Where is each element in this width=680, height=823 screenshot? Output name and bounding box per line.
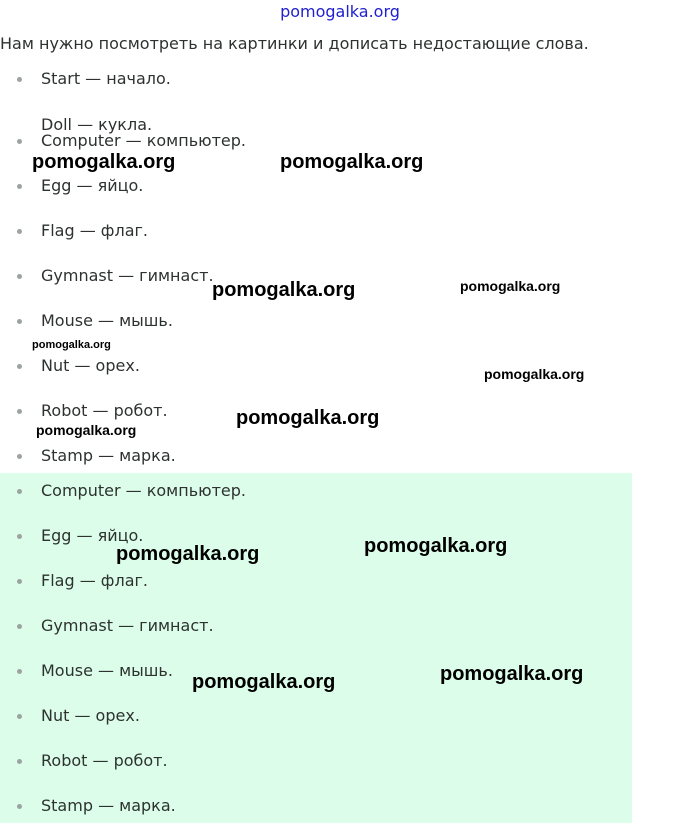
list-item-text: Start — начало. (41, 69, 171, 88)
bullet-icon (17, 759, 22, 764)
bullet-icon (17, 454, 22, 459)
clipped-list-item (0, 114, 680, 134)
bullet-icon (17, 364, 22, 369)
site-header[interactable]: pomogalka.org (280, 2, 400, 21)
watermark: pomogalka.org (364, 535, 508, 557)
watermark: pomogalka.org (212, 279, 356, 301)
list-item-text: Stamp — марка. (41, 446, 176, 465)
watermark: pomogalka.org (484, 366, 585, 382)
bullet-icon (17, 579, 22, 584)
watermark: pomogalka.org (236, 407, 380, 429)
bullet-icon (17, 669, 22, 674)
list-item-text: Robot — робот. (41, 401, 168, 420)
bullet-icon (17, 624, 22, 629)
watermark: pomogalka.org (32, 339, 111, 351)
watermark: pomogalka.org (36, 422, 137, 438)
watermark: pomogalka.org (32, 151, 176, 173)
bullet-icon (17, 534, 22, 539)
list-item-text: Computer — компьютер. (41, 131, 246, 150)
list-item-text: Doll — кукла. (41, 115, 153, 134)
list-item-text: Gymnast — гимнаст. (41, 616, 214, 635)
bullet-icon (17, 229, 22, 234)
list-item-text: Flag — флаг. (41, 221, 148, 240)
list-item-text: Egg — яйцо. (41, 176, 144, 195)
bullet-icon (17, 77, 22, 82)
list-item-text: Gymnast — гимнаст. (41, 266, 214, 285)
watermark: pomogalka.org (280, 151, 424, 173)
bullet-icon (17, 489, 22, 494)
watermark: pomogalka.org (116, 543, 260, 565)
watermark: pomogalka.org (460, 278, 561, 294)
list-item-text: Computer — компьютер. (41, 481, 246, 500)
list-item-text: Egg — яйцо. (41, 526, 144, 545)
bullet-icon (17, 139, 22, 144)
bullet-icon (17, 319, 22, 324)
bullet-icon (17, 184, 22, 189)
bullet-icon (17, 409, 22, 414)
instruction-text: Нам нужно посмотреть на картинки и дописать недостающие слова. (0, 34, 589, 53)
list-item-text: Stamp — марка. (41, 796, 176, 815)
watermark: pomogalka.org (440, 663, 584, 685)
list-item-text: Flag — флаг. (41, 571, 148, 590)
list-item-text: Mouse — мышь. (41, 311, 173, 330)
list-item-text: Robot — робот. (41, 751, 168, 770)
bullet-icon (17, 714, 22, 719)
bullet-icon (17, 274, 22, 279)
list-item-text: Nut — орех. (41, 356, 140, 375)
watermark: pomogalka.org (192, 671, 336, 693)
list-item-text: Nut — орех. (41, 706, 140, 725)
bullet-icon (17, 804, 22, 809)
list-item-text: Mouse — мышь. (41, 661, 173, 680)
